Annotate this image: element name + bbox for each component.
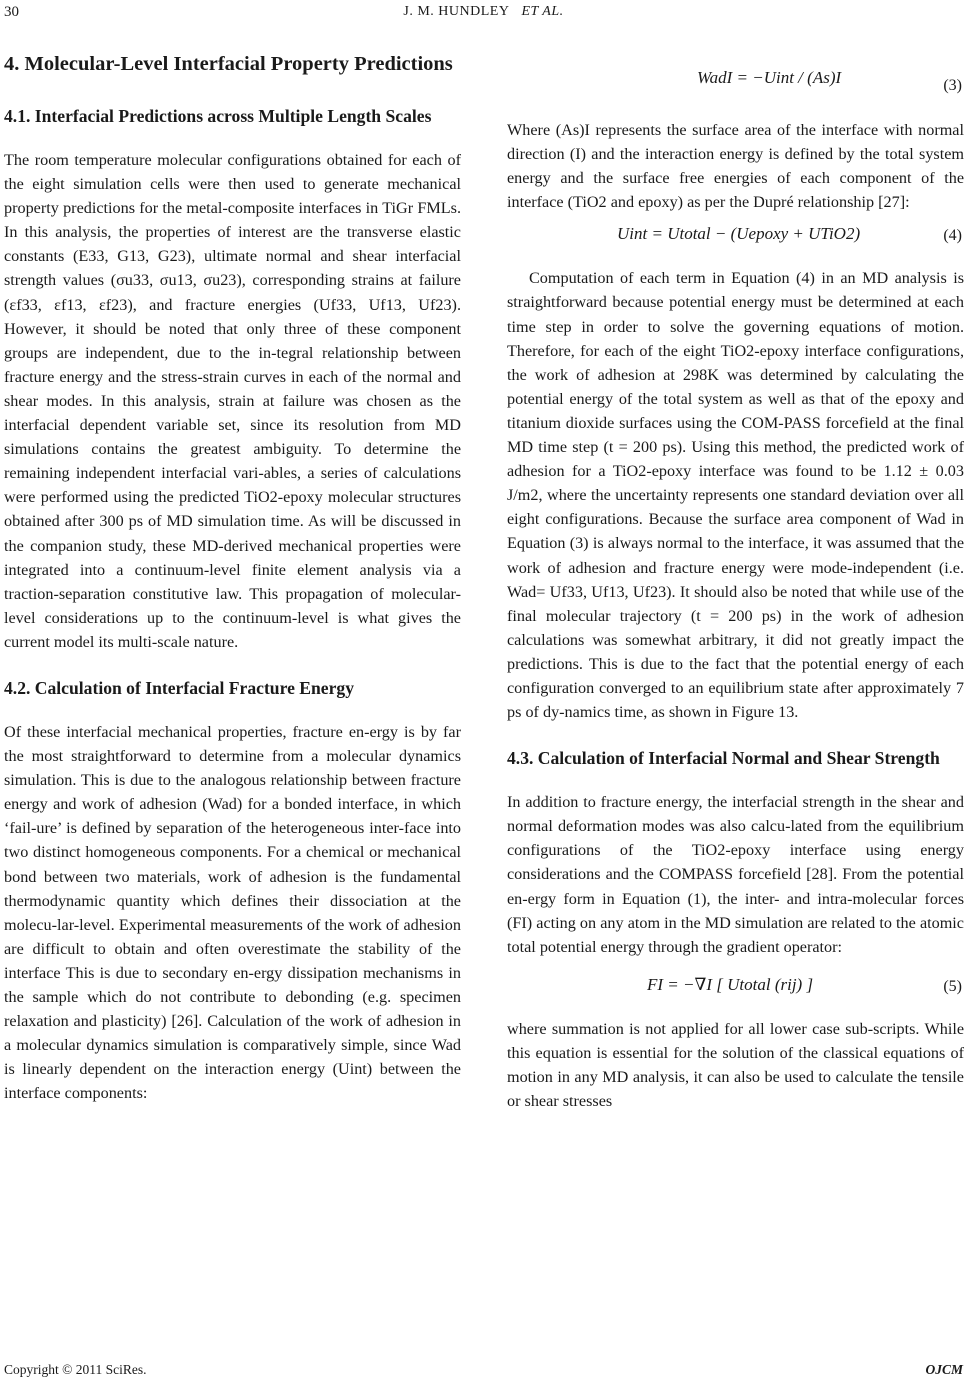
equation-4 <box>507 214 964 266</box>
journal-abbrev: OJCM <box>925 1362 963 1377</box>
running-head <box>0 4 967 20</box>
page-footer <box>4 1362 963 1382</box>
copyright-text: Copyright © 2011 SciRes. <box>4 1362 147 1377</box>
section-4-2-title: 4.2. Calculation of Interfacial Fracture Energy <box>4 677 355 698</box>
section-4-2-paragraph: Of these interfacial mechanical properties, fracture en-ergy is by far the most straightforward to determine from a molecular dynamics simulation. This is due to the analogous relationship between fracture energy and work of adhesion (Wad) for a bonded interface, in which ‘fail-ure’ is defined by separation of the heterogeneous inter-face into two distinct homogeneous components. For a chemical or mechanical bond between two materials, work of adhesion is the fundamental thermodynamic quantity which defines their dissociation at the molecu-lar-level. Experimental measurements of the work of adhesion are difficult to obtain and often overestimate the stability of the interface This is due to secondary en-ergy dissipation mechanisms in the sample which do not contribute to debonding (e.g. specimen relaxation and plasticity) [26]. Calculation of the work of adhesion in a molecular dynamics simulation is comparatively simple, since Wad is linearly dependent on the interaction energy (Uint) between the interface components: <box>4 722 461 1103</box>
section-4-3-paragraph: In addition to fracture energy, the interfacial strength in the shear and normal deformation modes was also calcu-lated from the equilibrium configurations of the TiO2-epoxy interface using energy considerations and the COMPASS forcefield [28]. From the potential en-ergy form in Equation (1), the inter- and intra-molecular forces (FI) acting on any atom in the MD simulation are related to the atomic total potential energy through the gradient operator: <box>507 793 964 956</box>
page-header <box>0 0 967 26</box>
section-4-3-title: 4.3. Calculation of Interfacial Normal and Shear Strength <box>507 748 940 769</box>
section-4-1-title: 4.1. Interfacial Predictions across Multiple Length Scales <box>4 106 432 126</box>
right-column <box>507 56 964 1113</box>
equation-5-number: (5) <box>943 977 962 995</box>
paragraph-after-eq3: Where (As)I represents the surface area of the interface with normal direction (I) and the interaction energy is defined by the total system energy and the surface free energies of each component of the interface (TiO2 and epoxy) as per the Dupré relationship [27]: <box>507 121 964 212</box>
section-4-title: 4. Molecular-Level Interfacial Property Predictions <box>4 53 453 75</box>
equation-4-number: (4) <box>943 227 962 245</box>
equation-3-number: (3) <box>943 77 962 94</box>
equation-3-expression: WadI = −Uint / (As)I <box>697 68 842 87</box>
equation-5 <box>507 959 964 1017</box>
section-4-1-paragraph: The room temperature molecular configurations obtained for each of the eight simulation cells were then used to generate mechanical property predictions for the metal-composite interfaces in TiGr FMLs. In this analysis, the properties of interest are the transverse elastic constants (E33, G13, G23), ultimate normal and shear interfacial strength values (σu33, σu13, σu23), corresponding strains at failure (εf33, εf13, εf23), and fracture energies (Uf33, Uf13, Uf23). However, it should be noted that only three of these component groups are independent, due to the in-tegral relationship between fracture energy and the stress-strain curves in each of the normal and shear modes. In this analysis, strain at failure was chosen as the interfacial dependent variable set, since its resolution from MD simulations contains the greatest ambiguity. To determine the remaining independent interfacial vari-ables, a series of calculations were performed using the predicted TiO2-epoxy molecular structures obtained after 300 ps of MD simulation time. As will be discussed in the companion study, these MD-derived mechanical properties were integrated into a continuum-level finite element analysis via a traction-separation constitutive law. This propagation of molecular-level considerations up to the continuum-level is what gives the current model its multi-scale nature. <box>4 151 461 651</box>
running-head-etal: ET AL. <box>521 4 564 19</box>
paragraph-computation: Computation of each term in Equation (4) in an MD analysis is straightforward because potential energy must be determined at each time step in order to solve the governing equations of motion. Therefore, for each of the eight TiO2-epoxy interface configurations, the work of adhesion at 298K was determined by calculating the potential energy of the total system as well as that of the epoxy and titanium dioxide surfaces using the COM-PASS forcefield at the final MD time step (t = 200 ps). Using this method, the predicted work of adhesion for a TiO2-epoxy interface was found to be 1.12 ± 0.03 J/m2, where the uncertainty represents one standard deviation over all eight configurations. Because the surface area component of Wad in Equation (3) is always normal to the interface, it was assumed that the work of adhesion and fracture energy were mode-independent (i.e. Wad= Uf33, Uf13, Uf23). It should also be noted that while use of the final molecular trajectory (t = 200 ps) in the work of adhesion calculations was somewhat arbitrary, it did not greatly impact the predictions. This is due to the fact that the potential energy of each configuration converged to an equilibrium state after approximately 7 ps of dy-namics time, as shown in Figure 13. <box>507 269 964 722</box>
equation-5-expression: FI = −∇I [ Utotal (rij) ] <box>647 974 814 994</box>
running-head-authors: J. M. HUNDLEY <box>403 4 510 19</box>
equation-4-expression: Uint = Utotal − (Uepoxy + UTiO2) <box>617 224 861 244</box>
paragraph-after-eq5: where summation is not applied for all lower case sub-scripts. While this equation is essential for the solution of the classical equations of motion in any MD analysis, it can also be used to calculate the tensile or shear stresses <box>507 1019 964 1111</box>
left-column <box>4 52 461 1105</box>
equation-3 <box>507 56 964 118</box>
page-number: 30 <box>4 4 19 20</box>
